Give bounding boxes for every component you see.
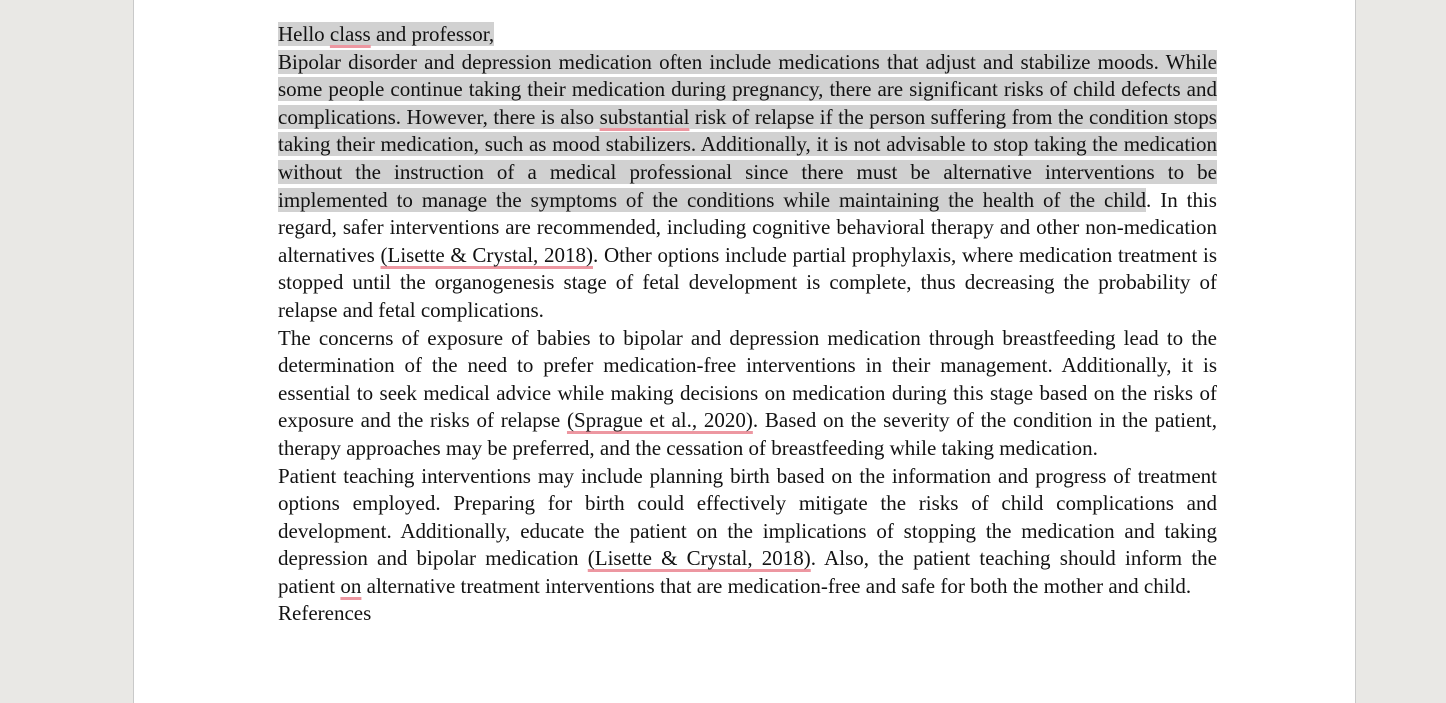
spellcheck-flagged-word[interactable]: substantial [599,104,690,129]
selected-text-run[interactable]: Bipolar disorder and depression medication often include medications that adjust and stabilize moods. While some people continue taking their medication during pregnancy, there are significant risks of child defects and complications. However, there is also [278,49,1217,129]
selected-text-run[interactable]: and professor, [370,22,495,46]
citation-flagged-run[interactable]: (Lisette & Crystal, 2018) [380,242,593,267]
selected-text-run[interactable]: Hello [278,22,330,46]
references-heading[interactable] [278,600,1217,628]
citation-flagged-run[interactable]: (Sprague et al., 2020) [566,408,753,433]
paragraph-breastfeeding-concerns[interactable] [278,325,1217,463]
document-page[interactable] [133,0,1356,703]
text-run: . In this regard, safer interventions are recommended, including cognitive behavioral therapy and other non-medication alternatives [278,187,1217,267]
text-run: The concerns of exposure of babies to bipolar and depression medication through breastfeeding lead to the determination of the need to prefer medication-free interventions in their management. Additionally, it is essential to seek medical advice while making decisions on medication during this stage based on the risks of exposure and the risks of relapse [278,325,1217,433]
citation-flagged-run[interactable]: (Lisette & Crystal, 2018) [587,546,811,571]
text-run: . Other options include partial prophylaxis, where medication treatment is stopped until the organogenesis stage of fetal development is complete, thus decreasing the probability of relapse and fetal complications. [278,242,1217,322]
text-run: alternative treatment interventions that are medication-free and safe for both the mother and child. [361,573,1192,598]
text-run: Patient teaching interventions may include planning birth based on the information and progress of treatment options employed. Preparing for birth could effectively mitigate the risks of child complications and development. Additionally, educate the patient on the implications of stopping the medication and taking depression and bipolar medication [278,463,1217,571]
spellcheck-flagged-word[interactable]: on [340,573,362,598]
text-run: References [278,601,372,626]
paragraph-medication-risks[interactable] [278,49,1217,325]
text-run: . Based on the severity of the condition in the patient, therapy approaches may be preferred, and the cessation of breastfeeding while taking medication. [278,408,1217,460]
spellcheck-flagged-word[interactable]: class [329,22,371,46]
selected-text-run[interactable]: risk of relapse if the person suffering from the condition stops taking their medication, such as mood stabilizers. Additionally, it is not advisable to stop taking the medication without the instruction of a medical professional since there must be alternative interventions to be implemented to manage the symptoms of the conditions while maintaining the health of the child [278,104,1217,212]
document-text-area[interactable] [278,21,1217,628]
paragraph-greeting[interactable] [278,21,1217,49]
text-run: . Also, the patient teaching should inform the patient [278,546,1218,598]
paragraph-patient-teaching[interactable] [278,463,1217,601]
